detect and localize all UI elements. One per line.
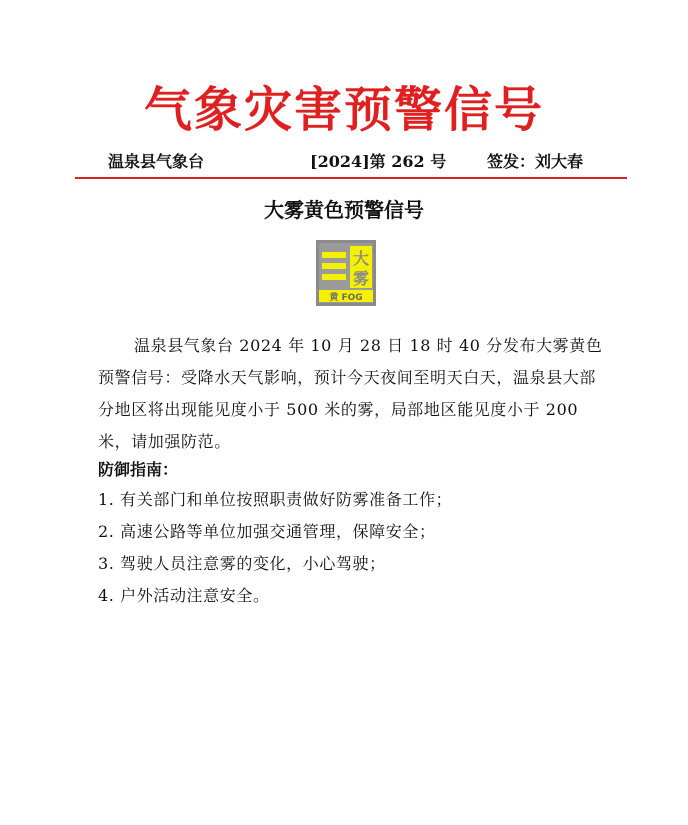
document-meta-row <box>0 150 688 174</box>
signal-icon-char-2: 雾 <box>352 269 370 288</box>
guide-item: 1. 有关部门和单位按照职责做好防雾准备工作； <box>98 490 453 509</box>
signal-icon-caption: 黄 FOG <box>329 293 363 303</box>
issuer-name: 温泉县气象台 <box>108 152 205 171</box>
guide-item: 3. 驾驶人员注意雾的变化，小心驾驶； <box>98 554 386 573</box>
signal-icon-char-1: 大 <box>352 249 370 268</box>
signal-title: 大雾黄色预警信号 <box>264 198 424 222</box>
header-divider <box>75 177 627 179</box>
warning-paragraph: 温泉县气象台 2024 年 10 月 28 日 18 时 40 分发布大雾黄色预警信号：受降水天气影响，预计今天夜间至明天白天，温泉县大部分地区将出现能见度小于 500 米的雾，局部地区能见度小于 200 米，请加强防范。 <box>98 336 603 451</box>
defense-guide-list <box>98 486 618 614</box>
guide-item: 2. 高速公路等单位加强交通管理，保障安全； <box>98 522 436 541</box>
guide-item: 4. 户外活动注意安全。 <box>98 586 270 605</box>
defense-guide-heading: 防御指南： <box>98 460 179 479</box>
document-number: [2024]第 262 号 <box>310 152 447 171</box>
document-title: 气象灾害预警信号 <box>143 82 544 138</box>
signer: 签发：刘大春 <box>487 152 584 171</box>
fog-yellow-warning-icon <box>316 240 376 306</box>
